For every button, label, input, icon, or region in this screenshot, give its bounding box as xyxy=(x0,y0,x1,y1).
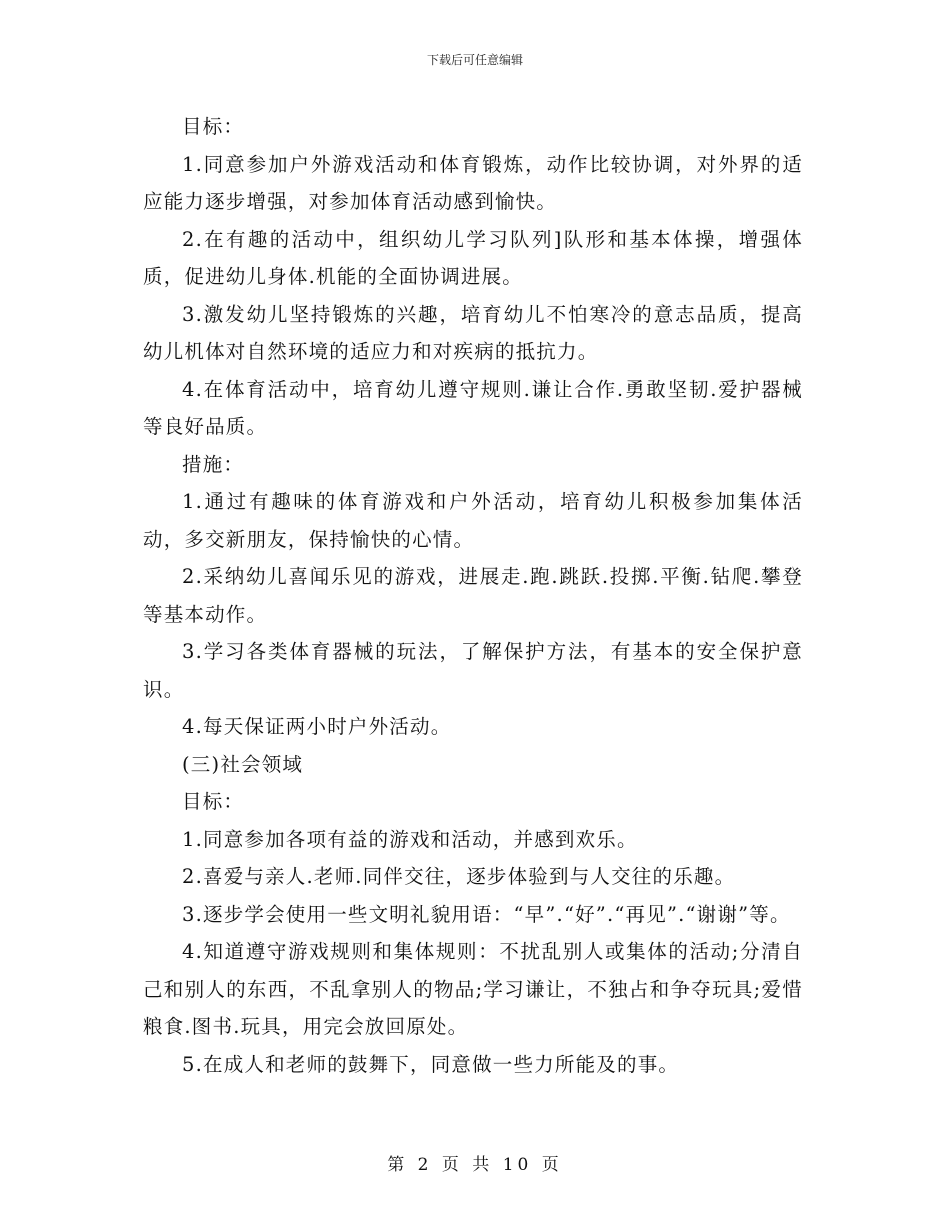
paragraph: 4.每天保证两小时户外活动。 xyxy=(182,715,452,738)
paragraph: 4.知道遵守游戏规则和集体规则：不扰乱别人或集体的活动;分清自己和别人的东西，不乱拿别人的物品;学习谦让，不独占和争夺玩具;爱惜粮食.图书.玩具，用完会放回原处。 xyxy=(143,940,803,1038)
section-heading: (三)社会领域 xyxy=(182,752,304,776)
heading-goals: 目标： xyxy=(182,790,245,813)
paragraph: 2.采纳幼儿喜闻乐见的游戏，进展走.跑.跳跃.投掷.平衡.钻爬.攀登等基本动作。 xyxy=(143,565,803,626)
paragraph: 1.同意参加各项有益的游戏和活动，并感到欢乐。 xyxy=(182,827,638,851)
paragraph: 2.在有趣的活动中，组织幼儿学习队列]队形和基本体操，增强体质，促进幼儿身体.机能的全面协调进展。 xyxy=(143,227,803,288)
paragraph: 2.喜爱与亲人.老师.同伴交往，逐步体验到与人交往的乐趣。 xyxy=(182,865,736,888)
heading-goals: 目标： xyxy=(182,115,245,138)
paragraph: 1.同意参加户外游戏活动和体育锻炼，动作比较协调，对外界的适应能力逐步增强，对参加体育活动感到愉快。 xyxy=(143,152,803,213)
paragraph: 3.学习各类体育器械的玩法，了解保护方法，有基本的安全保护意识。 xyxy=(143,640,803,701)
paragraph: 1.通过有趣味的体育游戏和户外活动，培育幼儿积极参加集体活动，多交新朋友，保持愉快的心情。 xyxy=(143,490,803,551)
paragraph: 5.在成人和老师的鼓舞下，同意做一些力所能及的事。 xyxy=(182,1052,680,1076)
page-number: 第 2 页 共 10 页 xyxy=(387,1155,563,1175)
paragraph: 3.逐步学会使用一些文明礼貌用语：“早”.“好”.“再见”.“谢谢”等。 xyxy=(182,902,791,926)
paragraph: 3.激发幼儿坚持锻炼的兴趣，培育幼儿不怕寒冷的意志品质，提高幼儿机体对自然环境的适应力和对疾病的抵抗力。 xyxy=(143,302,803,363)
paragraph: 4.在体育活动中，培育幼儿遵守规则.谦让合作.勇敢坚韧.爱护器械等良好品质。 xyxy=(143,377,803,438)
heading-measures: 措施： xyxy=(182,452,245,476)
page-header: 下载后可任意编辑 xyxy=(426,53,523,67)
document-body xyxy=(143,108,803,1083)
